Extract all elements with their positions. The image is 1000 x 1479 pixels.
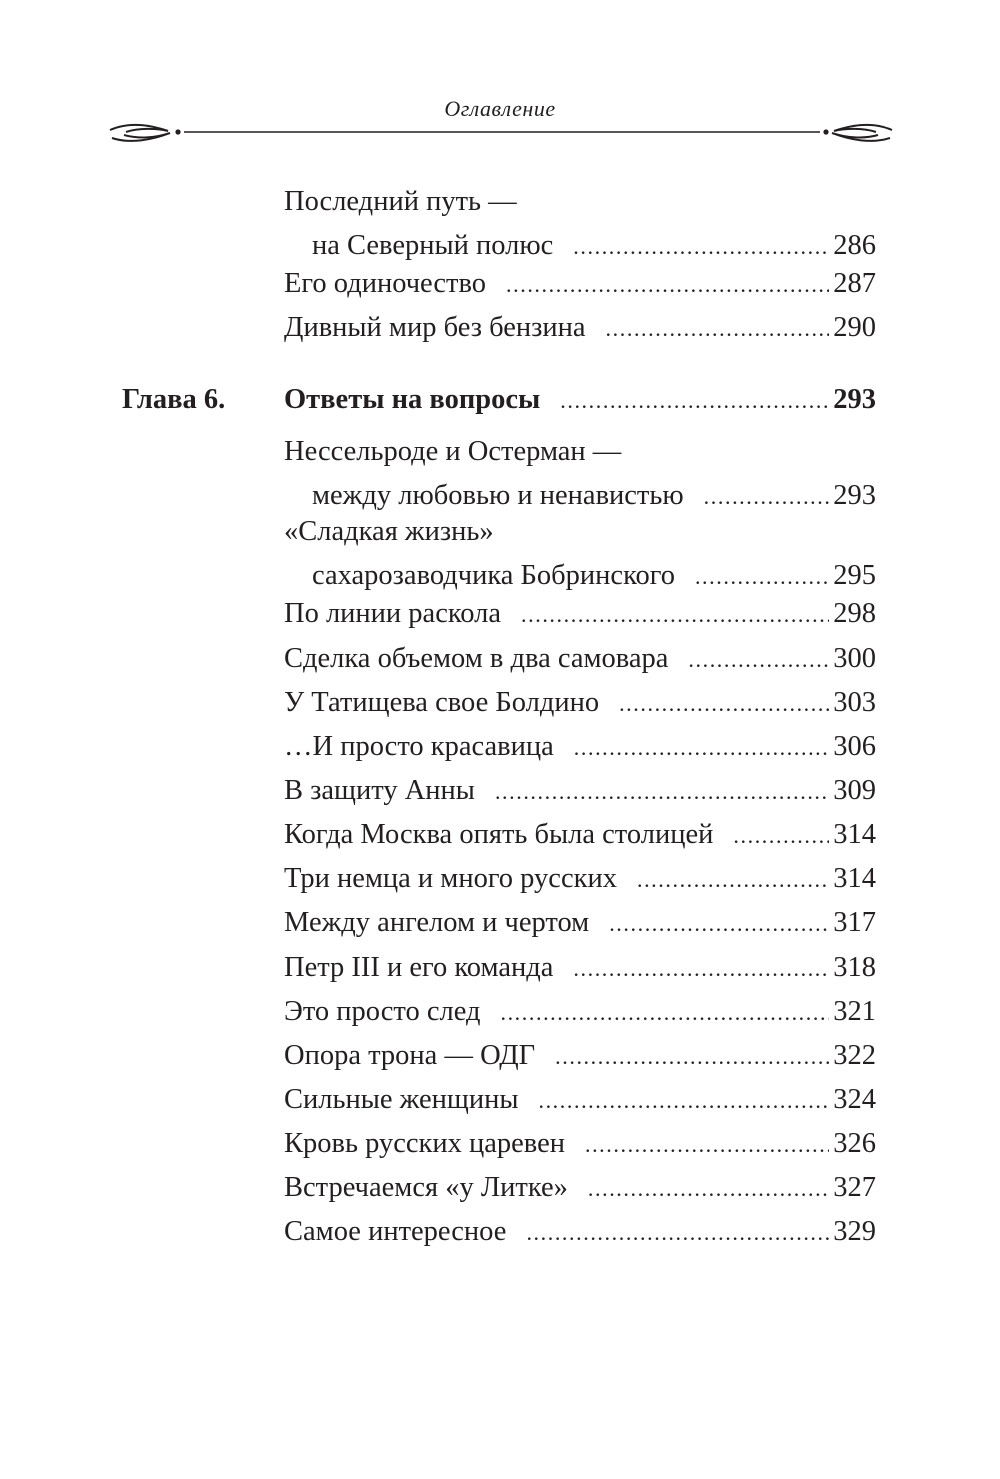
toc-entry-title: Его одиночество [284, 268, 487, 299]
toc-entry-page: 317 [833, 907, 876, 938]
toc-entry-page: 324 [833, 1084, 876, 1115]
toc-entry-title: «Сладкая жизнь» [284, 516, 494, 547]
toc-entry [284, 857, 876, 901]
toc-entry-title: Кровь русских царевен [284, 1128, 565, 1159]
toc-entry [284, 1166, 876, 1210]
toc-entry [284, 637, 876, 681]
dot-leader [526, 1222, 829, 1244]
dot-leader [704, 486, 830, 508]
toc-entry-page: 327 [833, 1172, 876, 1203]
toc-entry-title: Это просто след [284, 996, 481, 1027]
toc-entry [284, 681, 876, 725]
chapter-title: Ответы на вопросы [284, 384, 541, 415]
toc-entry-title-cont: сахарозаводчика Бобринского [312, 560, 675, 591]
toc-entry [284, 1034, 876, 1078]
toc-entry-page: 309 [833, 775, 876, 806]
toc-entry-page: 321 [833, 996, 876, 1027]
toc-entry [284, 1078, 876, 1122]
toc-entry-page: 314 [833, 819, 876, 850]
toc-entry [284, 725, 876, 769]
toc-entry [284, 946, 876, 990]
toc-entry [284, 901, 876, 945]
dot-leader [688, 649, 829, 671]
dot-leader [521, 604, 829, 626]
dot-leader [609, 913, 829, 935]
dot-leader [606, 318, 830, 340]
toc-entry-page: 290 [833, 312, 876, 343]
dot-leader [573, 958, 829, 980]
toc-entry-title: Дивный мир без бензина [284, 312, 586, 343]
toc-entry-page: 295 [833, 560, 876, 591]
toc-entry-page: 293 [833, 480, 876, 511]
toc-entry [284, 1122, 876, 1166]
toc-entry-title: Самое интересное [284, 1216, 507, 1247]
toc-entry-title: Три немца и много русских [284, 863, 617, 894]
dot-leader [506, 274, 829, 296]
toc-entry-title: Последний путь — [284, 186, 517, 217]
toc-entry [284, 990, 876, 1034]
toc-entry-title: У Татищева свое Болдино [284, 687, 600, 718]
dot-leader [500, 1002, 829, 1024]
dot-leader [619, 693, 829, 715]
toc-entry-page: 329 [833, 1216, 876, 1247]
toc-entry [284, 180, 876, 268]
chapter-label: Глава 6. [122, 384, 226, 415]
toc-entry-title: По линии раскола [284, 598, 502, 629]
toc-entry-title-cont: на Северный полюс [312, 230, 554, 261]
dot-leader [560, 390, 829, 412]
dot-leader [695, 566, 829, 588]
toc-entry-title: Когда Москва опять была столицей [284, 819, 714, 850]
dot-leader [733, 825, 829, 847]
toc-entry [284, 262, 876, 306]
toc-entry [284, 430, 876, 518]
toc-entry-page: 286 [833, 230, 876, 261]
toc-entry [284, 769, 876, 813]
chapter-entry [284, 378, 876, 422]
toc-entry-title-cont: между любовью и ненавистью [312, 480, 684, 511]
toc-entry-title: Петр III и его команда [284, 952, 554, 983]
toc-entry-title: Сильные женщины [284, 1084, 519, 1115]
toc-entry [284, 510, 876, 598]
toc-entry-page: 322 [833, 1040, 876, 1071]
toc-entry-title: Опора трона — ОДГ [284, 1040, 536, 1071]
dot-leader [573, 236, 829, 258]
toc-entry-page: 326 [833, 1128, 876, 1159]
toc-entry-page: 303 [833, 687, 876, 718]
toc-entry-page: 314 [833, 863, 876, 894]
dot-leader [588, 1178, 829, 1200]
dot-leader [495, 781, 829, 803]
chapter-page: 293 [833, 384, 876, 415]
toc-entry-title: …И просто красавица [284, 731, 554, 762]
ornament-rule-icon [108, 118, 894, 148]
dot-leader [574, 737, 829, 759]
toc-entry-page: 298 [833, 598, 876, 629]
toc-entry-title: Между ангелом и чертом [284, 907, 590, 938]
dot-leader [585, 1134, 829, 1156]
dot-leader [555, 1046, 829, 1068]
toc-entry-page: 318 [833, 952, 876, 983]
toc-entry [284, 1210, 876, 1254]
toc-entry-title: Нессельроде и Остерман — [284, 436, 622, 467]
dot-leader [538, 1090, 829, 1112]
toc-entry-page: 287 [833, 268, 876, 299]
toc-entry-page: 306 [833, 731, 876, 762]
running-head: Оглавление [444, 96, 556, 121]
toc-entry [284, 306, 876, 350]
toc-entry [284, 592, 876, 636]
dot-leader [637, 869, 829, 891]
toc-entry-page: 300 [833, 643, 876, 674]
toc-entry-title: Сделка объемом в два самовара [284, 643, 669, 674]
toc-entry-title: В защиту Анны [284, 775, 475, 806]
toc-entry-title: Встречаемся «у Литке» [284, 1172, 568, 1203]
toc-entry [284, 813, 876, 857]
